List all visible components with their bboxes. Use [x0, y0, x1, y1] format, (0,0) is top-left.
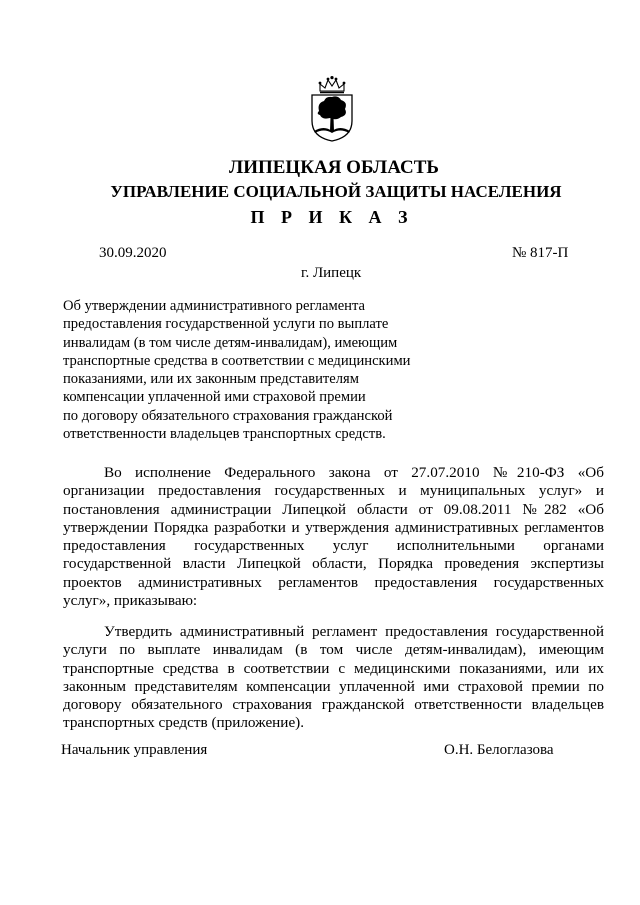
subject-line: ответственности владельцев транспортных средств.	[63, 426, 386, 443]
subject-line: по договору обязательного страхования гражданской	[63, 407, 393, 424]
signatory-title: Начальник управления	[61, 742, 208, 758]
body-paragraph-basis: Во исполнение Федерального закона от 27.07.2010 №210-ФЗ «Об организации предоставления государственных и муниципальных услуг» и постановления администрации Липецкой области от 09.08.2011 №282 «Об утверждении Порядка разработки и утверждения административных регламентов предоставления государственных услуг исполнительными органами государственной власти Липецкой области, Порядка проведения экспертизы проектов административных регламентов предоставления государственных услуг», приказываю:	[63, 464, 604, 610]
signatory-name: О.Н. Белоглазова	[444, 742, 554, 758]
subject-line: предоставления государственной услуги по выплате	[63, 316, 389, 333]
document-number: № 817-П	[512, 245, 569, 261]
document-city: г. Липецк	[301, 265, 362, 281]
order-subject	[63, 297, 443, 443]
body-paragraph-order: Утвердить административный регламент предоставления государственной услуги по выплате инвалидам (в том числе детям-инвалидам), имеющим транспортные средства в соответствии с медицинскими показаниями, или их законным представителям компенсации уплаченной ими страховой премии по договору обязательного страхования гражданской ответственности владельцев транспортных средств (приложение).	[63, 623, 604, 732]
document-type-title: П Р И К А З	[250, 207, 414, 227]
region-title: ЛИПЕЦКАЯ ОБЛАСТЬ	[229, 157, 439, 178]
subject-line: Об утверждении административного регламента	[63, 298, 366, 314]
lipetsk-coat-of-arms-icon	[306, 75, 358, 143]
subject-line: компенсации уплаченной ими страховой премии	[63, 389, 366, 406]
document-date: 30.09.2020	[99, 245, 167, 261]
subject-line: показаниями, или их законным представителям	[63, 371, 359, 388]
department-title: УПРАВЛЕНИЕ СОЦИАЛЬНОЙ ЗАЩИТЫ НАСЕЛЕНИЯ	[110, 182, 562, 201]
subject-line: инвалидам (в том числе детям-инвалидам), имеющим	[63, 334, 398, 351]
subject-line: транспортные средства в соответствии с медицинскими	[63, 352, 411, 369]
